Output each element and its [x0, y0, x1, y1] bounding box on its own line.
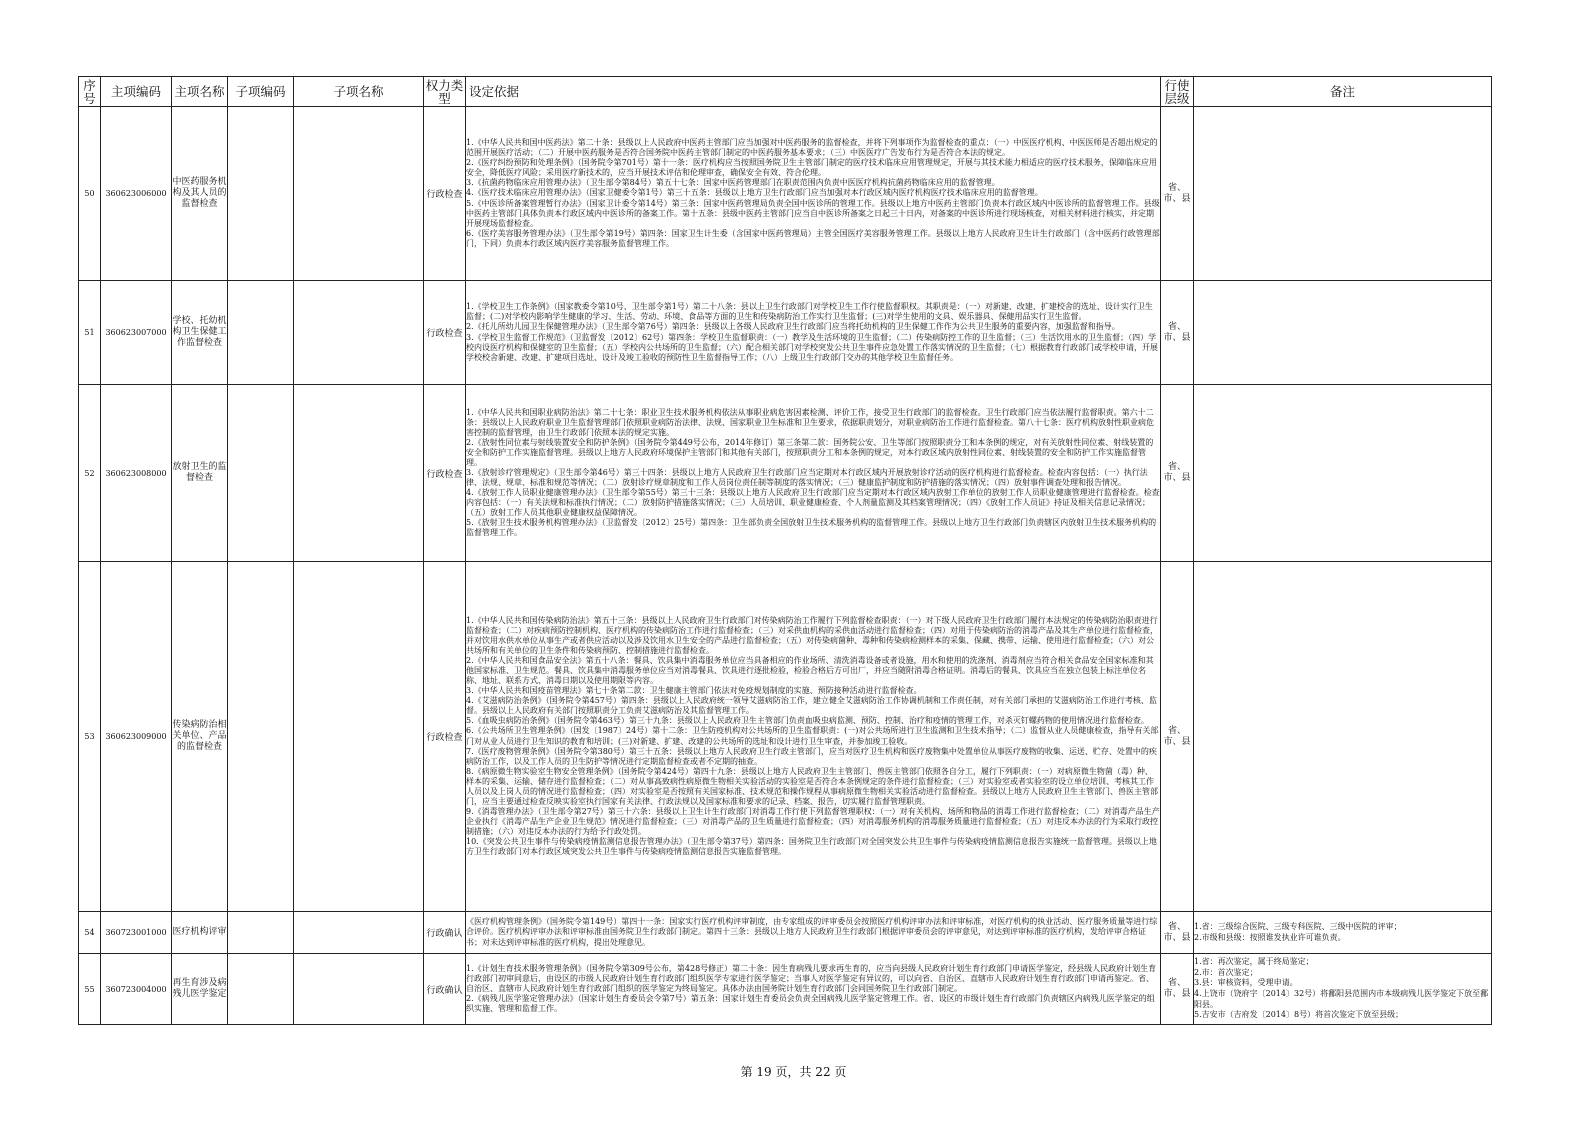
header-basis: 设定依据 — [466, 77, 1161, 107]
main-item-code: 360723004000 — [101, 954, 172, 1025]
legal-basis — [466, 954, 1161, 1025]
main-item-code: 360623009000 — [101, 562, 172, 912]
table-header-row — [79, 77, 1492, 107]
basis-clause: 10.《突发公共卫生事件与传染病疫情监测信息报告管理办法》（卫生部令第37号）第四条：国务院卫生行政部门对全国突发公共卫生事件与传染病疫情监测信息报告实施统一监督管理。县级以上地方卫生行政部门对本行政区域突发公共卫生事件与传染病疫情监测信息报告实施监督管理。 — [466, 836, 1157, 857]
sub-item-name — [294, 385, 424, 562]
basis-clause: 3.《抗菌药物临床应用管理办法》（卫生部令第84号）第五十七条：国家中医药管理部门在职责范围内负责中医医疗机构抗菌药物临床应用的监督管理。 — [466, 178, 1000, 188]
table-row — [79, 281, 1492, 385]
table-row — [79, 954, 1492, 1025]
remark-line: 1.省：三级综合医院、三级专科医院、三级中医院的评审； — [1194, 921, 1402, 931]
basis-clause: 1.《计划生育技术服务管理条例》（国务院令第309号公布，第428号修正）第二十条：因生育病残儿要求再生育的，应当向县级人民政府计划生育行政部门申请医学鉴定，经县级人民政府计划生育行政部门初审同意后，由设区的市级人民政府计划生育行政部门组织医学专家进行医学鉴定；当事人对医学鉴定有异议的，可以向省、自治区、直辖市人民政府计划生育行政部门申请再鉴定。省、自治区、直辖市人民政府计划生育行政部门组织的医学鉴定为终局鉴定。具体办法由国务院计划生育行政部门会同国务院卫生行政部门制定。 — [466, 963, 1157, 993]
basis-clause: 5.《血吸虫病防治条例》（国务院令第463号）第三十九条：县级以上人民政府卫生主管部门负责血吸虫病监测、预防、控制、治疗和疫情的管理工作，对杀灭钉螺药物的使用情况进行监督检查。 — [466, 716, 1149, 726]
remark-line: 1.省：再次鉴定，属于终局鉴定； — [1194, 957, 1314, 967]
basis-clause: 《医疗机构管理条例》（国务院令第149号）第四十一条：国家实行医疗机构评审制度，由专家组成的评审委员会按照医疗机构评审办法和评审标准，对医疗机构的执业活动、医疗服务质量等进行综合评价。医疗机构评审办法和评审标准由国务院卫生行政部门制定。第四十三条：县级以上地方人民政府卫生行政部门根据评审委员会的评审意见，对达到评审标准的医疗机构，发给评审合格证书；对未达到评审标准的医疗机构，提出处理意见。 — [466, 917, 1158, 947]
main-item-name: 再生育涉及病残儿医学鉴定 — [172, 954, 228, 1025]
exercise-level: 省、市、县 — [1161, 385, 1194, 562]
remark-line: 4.上饶市（饶府字〔2014〕32号）将鄱阳县范围内市本级病残儿医学鉴定下放至鄱阳县。 — [1194, 989, 1489, 1009]
power-list-table — [78, 76, 1492, 1025]
basis-clause: 3.《中华人民共和国疫苗管理法》第七十条第二款：卫生健康主管部门依法对免疫规划制度的实施、预防接种活动进行监督检查。 — [466, 686, 922, 696]
main-item-code: 360623008000 — [101, 385, 172, 562]
row-number: 52 — [79, 385, 101, 562]
basis-clause: 3.《学校卫生监督工作规范》（卫监督发〔2012〕62号）第四条：学校卫生监督职责：（一）教学及生活环境的卫生监督；（二）传染病防控工作的卫生监督；（三）生活饮用水的卫生监督；（四）学校内设医疗机构和保健室的卫生监督；（五）学校内公共场所的卫生监督；（六）配合相关部门对学校突发公共卫生事件应急处置工作落实情况的卫生监督；（七）根据教育行政部门或学校申请，开展学校校舍新建、改建、扩建项目选址、设计及竣工验收的预防性卫生监督指导工作；（八）上级卫生行政部门交办的其他学校卫生监督任务。 — [466, 332, 1158, 362]
basis-clause: 2.《医疗纠纷预防和处理条例》（国务院令第701号）第十一条：医疗机构应当按照国务院卫生主管部门制定的医疗技术临床应用管理规定，开展与其技术能力相适应的医疗技术服务，保障临床应用安全，降低医疗风险；采用医疗新技术的，应当开展技术评估和伦理审查，确保安全有效、符合伦理。 — [466, 158, 1157, 178]
basis-clause: 2.《托儿所幼儿园卫生保健管理办法》（卫生部令第76号）第四条：县级以上各级人民政府卫生行政部门应当将托幼机构的卫生保健工作作为公共卫生服务的重要内容，加强监督和指导。 — [466, 322, 1120, 332]
main-item-code: 360623006000 — [101, 107, 172, 281]
basis-clause: 4.《放射工作人员职业健康管理办法》（卫生部令第55号）第三十三条：县级以上地方人民政府卫生行政部门应当定期对本行政区域内放射工作单位的放射工作人员职业健康管理进行监督检查。检查内容包括：（一）有关法规和标准执行情况；（二）放射防护措施落实情况；（三）人员培训、职业健康检查、个人剂量监测及其档案管理情况；（四）《放射工作人员证》持证及相关信息记录情况；（五）放射工作人员其他职业健康权益保障情况。 — [466, 488, 1160, 518]
basis-clause: 8.《病原微生物实验室生物安全管理条例》（国务院令第424号）第四十九条：县级以上地方人民政府卫生主管部门、兽医主管部门依照各自分工，履行下列职责：（一）对病原微生物菌（毒）种、样本的采集、运输、储存进行监督检查；（二）对从事高致病性病原微生物相关实验活动的实验室是否符合本条例规定的条件进行监督检查；（三）对实验室或者实验室的设立单位培训、考核其工作人员以及上岗人员的情况进行监督检查；（四）对实验室是否按照有关国家标准、技术规范和操作规程从事病原微生物相关实验活动进行监督检查。县级以上地方人民政府卫生主管部门、兽医主管部门，应当主要通过检查反映实验室执行国家有关法律、行政法规以及国家标准和要求的记录、档案、报告，切实履行监督管理职责。 — [466, 766, 1158, 806]
remark-line: 2.市级和县级：按照谁发执业许可谁负责。 — [1194, 932, 1346, 942]
table-row — [79, 107, 1492, 281]
legal-basis — [466, 912, 1161, 954]
basis-clause: 5.《放射卫生技术服务机构管理办法》（卫监督发〔2012〕25号）第四条：卫生部负责全国放射卫生技术服务机构的监督管理工作。县级以上地方卫生行政部门负责辖区内放射卫生技术服务机构的监督管理工作。 — [466, 518, 1157, 538]
page-footer: 第 19 页，共 22 页 — [740, 1065, 847, 1079]
basis-clause: 2.《病残儿医学鉴定管理办法》（国家计划生育委员会令第7号）第五条：国家计划生育委员会负责全国病残儿医学鉴定管理工作。省、设区的市级计划生育行政部门负责辖区内病残儿医学鉴定的组织实施、管理和监督工作。 — [466, 994, 1155, 1014]
legal-basis — [466, 385, 1161, 562]
sub-item-name — [294, 107, 424, 281]
power-type: 行政确认 — [424, 954, 466, 1025]
row-number: 50 — [79, 107, 101, 281]
main-item-name: 医疗机构评审 — [172, 912, 228, 954]
sub-item-name — [294, 281, 424, 385]
power-type: 行政检查 — [424, 281, 466, 385]
main-item-name: 放射卫生的监督检查 — [172, 385, 228, 562]
row-number: 51 — [79, 281, 101, 385]
sub-item-name — [294, 954, 424, 1025]
sub-item-code — [228, 562, 294, 912]
legal-basis — [466, 107, 1161, 281]
basis-clause: 7.《医疗废物管理条例》（国务院令第380号）第三十五条：县级以上地方人民政府卫生行政主管部门，应当对医疗卫生机构和医疗废物集中处置单位从事医疗废物的收集、运送、贮存、处置中的疾病防治工作，以及工作人员的卫生防护等情况进行定期监督检查或者不定期的抽查。 — [466, 746, 1157, 766]
table-row — [79, 562, 1492, 912]
row-number: 54 — [79, 912, 101, 954]
legal-basis — [466, 562, 1161, 912]
basis-clause: 2.《放射性同位素与射线装置安全和防护条例》（国务院令第449号公布，2014年修订）第三条第二款：国务院公安、卫生等部门按照职责分工和本条例的规定，对有关放射性同位素、射线装置的安全和防护工作实施监督管理。县级以上地方人民政府环境保护主管部门和其他有关部门，按照职责分工和本条例的规定，对本行政区域内放射性同位素、射线装置的安全和防护工作实施监督管理。 — [466, 437, 1154, 467]
power-list-sheet — [78, 76, 1492, 1025]
remark — [1194, 281, 1492, 385]
sub-item-code — [228, 107, 294, 281]
header-main-code: 主项编码 — [101, 77, 172, 107]
table-row — [79, 912, 1492, 954]
main-item-name: 中医药服务机构及其人员的监督检查 — [172, 107, 228, 281]
legal-basis — [466, 281, 1161, 385]
basis-clause: 6.《公共场所卫生管理条例》（国发〔1987〕24号）第十二条：卫生防疫机构对公共场所的卫生监督职责：(一)对公共场所进行卫生监测和卫生技术指导；（二）监督从业人员健康检查，指导有关部门对从业人员进行卫生知识的教育和培训；(三)对新建、扩建、改建的公共场所的选址和设计进行卫生审查，并参加竣工验收。 — [466, 726, 1159, 746]
basis-clause: 1.《中华人民共和国中医药法》第二十条：县级以上人民政府中医药主管部门应当加强对中医药服务的监督检查，并将下列事项作为监督检查的重点：（一）中医医疗机构、中医医师是否超出规定的范围开展医疗活动；（二）开展中医药服务是否符合国务院中医药主管部门制定的中医药服务基本要求；（三）中医医疗广告发布行为是否符合本法的规定。 — [466, 138, 1158, 158]
power-type: 行政检查 — [424, 385, 466, 562]
basis-clause: 1.《中华人民共和国职业病防治法》第二十七条：职业卫生技术服务机构依法从事职业病危害因素检测、评价工作，接受卫生行政部门的监督检查。卫生行政部门应当依法履行监督职责。第六十二条：县级以上人民政府职业卫生监督管理部门依照职业病防治法律、法规、国家职业卫生标准和卫生要求，依据职责划分，对职业病防治工作进行监督检查。第八十七条：医疗机构放射性职业病危害控制的监督管理，由卫生行政部门依照本法的规定实施。 — [466, 407, 1154, 437]
sub-item-name — [294, 912, 424, 954]
sub-item-code — [228, 385, 294, 562]
basis-clause: 2.《中华人民共和国食品安全法》第五十八条：餐具、饮具集中消毒服务单位应当具备相应的作业场所、清洗消毒设备或者设施，用水和使用的洗涤剂、消毒剂应当符合相关食品安全国家标准和其他国家标准、卫生规范。餐具、饮具集中消毒服务单位应当对消毒餐具、饮具进行逐批检验，检验合格后方可出厂，并应当随附消毒合格证明。消毒后的餐具、饮具应当在独立包装上标注单位名称、地址、联系方式、消毒日期以及使用期限等内容。 — [466, 656, 1154, 686]
remark-line: 2.市：首次鉴定； — [1194, 967, 1258, 977]
exercise-level: 省、市、县 — [1161, 912, 1194, 954]
exercise-level: 省、市、县 — [1161, 954, 1194, 1025]
remark — [1194, 107, 1492, 281]
table-row — [79, 385, 1492, 562]
basis-clause: 5.《中医诊所备案管理暂行办法》（国家卫计委令第14号）第三条：国家中医药管理局负责全国中医诊所的管理工作。县级以上地方中医药主管部门负责本行政区域内中医诊所的监督管理工作。县级中医药主管部门具体负责本行政区域内中医诊所的备案工作。第十五条：县级中医药主管部门应当自中医诊所备案之日起三十日内，对备案的中医诊所进行现场核查，对相关材料进行核实，并定期开展现场监督检查。 — [466, 198, 1160, 228]
header-main-name: 主项名称 — [172, 77, 228, 107]
row-number: 53 — [79, 562, 101, 912]
basis-clause: 1.《学校卫生工作条例》（国家教委令第10号、卫生部令第1号）第二十八条：县以上卫生行政部门对学校卫生工作行使监督职权。其职责是：（一）对新建、改建、扩建校舍的选址、设计实行卫生监督；(二)对学校内影响学生健康的学习、生活、劳动、环境、食品等方面的卫生和传染病防治工作实行卫生监督；(三)对学生使用的文具、娱乐器具、保健用品实行卫生监督。 — [466, 302, 1153, 322]
main-item-code: 360623007000 — [101, 281, 172, 385]
remark — [1194, 385, 1492, 562]
basis-clause: 4.《医疗技术临床应用管理办法》（国家卫健委令第1号）第三十五条：县级以上地方卫生行政部门应当加强对本行政区域内医疗机构医疗技术临床应用的监督管理。 — [466, 188, 1043, 198]
basis-clause: 6.《医疗美容服务管理办法》（卫生部令第19号）第四条：国家卫生计生委（含国家中医药管理局）主管全国医疗美容服务管理工作。县级以上地方人民政府卫生计生行政部门（含中医药行政管理部门，下同）负责本行政区域内医疗美容服务监督管理工作。 — [466, 228, 1160, 248]
power-type: 行政确认 — [424, 912, 466, 954]
table-body — [79, 107, 1492, 1025]
sub-item-code — [228, 912, 294, 954]
exercise-level: 省、市、县 — [1161, 281, 1194, 385]
power-type: 行政检查 — [424, 562, 466, 912]
header-no: 序号 — [79, 77, 101, 107]
header-level: 行使层级 — [1161, 77, 1194, 107]
remark — [1194, 954, 1492, 1025]
main-item-code: 360723001000 — [101, 912, 172, 954]
main-item-name: 传染病防治相关单位、产品的监督检查 — [172, 562, 228, 912]
basis-clause: 3.《放射诊疗管理规定》（卫生部令第46号）第三十四条：县级以上地方人民政府卫生行政部门应当定期对本行政区域内开展放射诊疗活动的医疗机构进行监督检查。检查内容包括：（一）执行法律、法规、规章、标准和规范等情况；（二）放射诊疗规章制度和工作人员岗位责任制等制度的落实情况；（三）健康监护制度和防护措施的落实情况；（四）放射事件调查处理和报告情况。 — [466, 467, 1148, 488]
power-type: 行政检查 — [424, 107, 466, 281]
remark — [1194, 912, 1492, 954]
remark-line: 5.吉安市（吉府发〔2014〕8号）将首次鉴定下放至县级； — [1194, 1010, 1404, 1020]
row-number: 55 — [79, 954, 101, 1025]
sub-item-name — [294, 562, 424, 912]
sub-item-code — [228, 281, 294, 385]
basis-clause: 9.《消毒管理办法》（卫生部令第27号）第三十六条：县级以上卫生计生行政部门对消毒工作行使下列监督管理职权：（一）对有关机构、场所和物品的消毒工作进行监督检查；（二）对消毒产品生产企业执行《消毒产品生产企业卫生规范》情况进行监督检查；（三）对消毒产品的卫生质量进行监督检查；（四）对消毒服务机构的消毒服务质量进行监督检查；（五）对违反本办法的行为采取行政控制措施；（六）对违反本办法的行为给予行政处罚。 — [466, 806, 1160, 836]
main-item-name: 学校、托幼机构卫生保健工作监督检查 — [172, 281, 228, 385]
basis-clause: 1.《中华人民共和国传染病防治法》第五十三条：县级以上人民政府卫生行政部门对传染病防治工作履行下列监督检查职责：（一）对下级人民政府卫生行政部门履行本法规定的传染病防治职责进行监督检查；（二）对疾病预防控制机构、医疗机构的传染病防治工作进行监督检查；（三）对采供血机构的采供血活动进行监督检查；（四）对用于传染病防治的消毒产品及其生产单位进行监督检查，并对饮用水供水单位从事生产或者供应活动以及涉及饮用水卫生安全的产品进行监督检查；（五）对传染病菌种、毒种和传染病检测样本的采集、保藏、携带、运输、使用进行监督检查；（六）对公共场所和有关单位的卫生条件和传染病预防、控制措施进行监督检查。 — [466, 615, 1158, 656]
exercise-level: 省、市、县 — [1161, 562, 1194, 912]
remark — [1194, 562, 1492, 912]
header-remark: 备注 — [1194, 77, 1492, 107]
sub-item-code — [228, 954, 294, 1025]
basis-clause: 4.《艾滋病防治条例》（国务院令第457号）第四条：县级以上人民政府统一领导艾滋病防治工作，建立健全艾滋病防治工作协调机制和工作责任制，对有关部门承担的艾滋病防治工作进行考核、监督。县级以上人民政府有关部门按照职责分工负责艾滋病防治及其监督管理工作。 — [466, 696, 1157, 716]
exercise-level: 省、市、县 — [1161, 107, 1194, 281]
header-sub-name: 子项名称 — [294, 77, 424, 107]
header-power-type: 权力类型 — [424, 77, 466, 107]
header-sub-code: 子项编码 — [228, 77, 294, 107]
remark-line: 3.县：审核资料，受理申请。 — [1194, 978, 1298, 988]
